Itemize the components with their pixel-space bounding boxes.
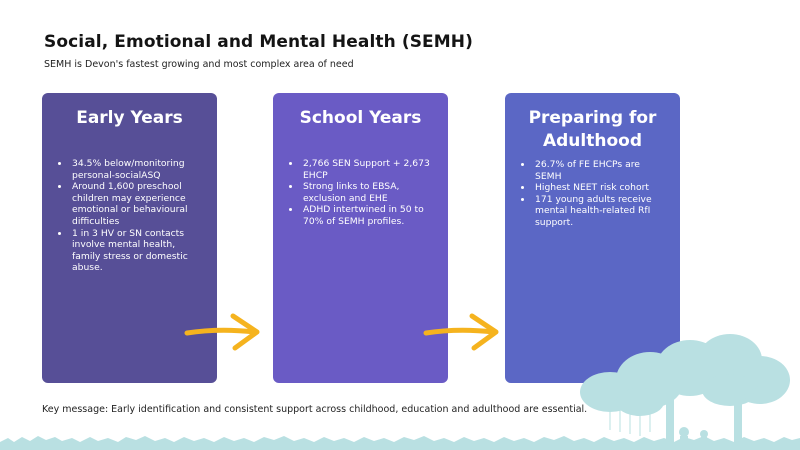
list-item: • 1 in 3 HV or SN contacts involve mental health, family stress or domestic abuse. <box>70 228 203 274</box>
list-item: • 171 young adults receive mental health-related RfI support. <box>533 194 666 229</box>
right-arrow-icon <box>183 312 263 352</box>
card-heading: Early Years <box>76 108 183 128</box>
bullet-list <box>273 158 448 228</box>
list-item: • Around 1,600 preschool children may experience emotional or behavioural difficulties <box>70 181 203 227</box>
card-heading: Preparing for Adulthood <box>528 108 657 151</box>
right-arrow-icon <box>422 312 502 352</box>
page-title: Social, Emotional and Mental Health (SEMH) <box>44 32 473 52</box>
list-item: • Strong links to EBSA, exclusion and EHE <box>301 181 434 204</box>
bullet-list <box>505 159 680 229</box>
list-item: • 2,766 SEN Support + 2,673 EHCP <box>301 158 434 181</box>
list-item: • ADHD intertwined in 50 to 70% of SEMH profiles. <box>301 204 434 227</box>
key-message: Key message: Early identification and consistent support across childhood, education and adulthood are essential. <box>42 404 588 415</box>
list-item: • Highest NEET risk cohort <box>533 182 666 194</box>
list-item: • 34.5% below/monitoring personal-socialASQ <box>70 158 203 181</box>
page-subtitle: SEMH is Devon's fastest growing and most complex area of need <box>44 59 354 70</box>
bullet-list <box>42 158 217 274</box>
list-item: • 26.7% of FE EHCPs are SEMH <box>533 159 666 182</box>
grass-border-icon <box>0 432 800 450</box>
card-heading: School Years <box>299 108 422 128</box>
